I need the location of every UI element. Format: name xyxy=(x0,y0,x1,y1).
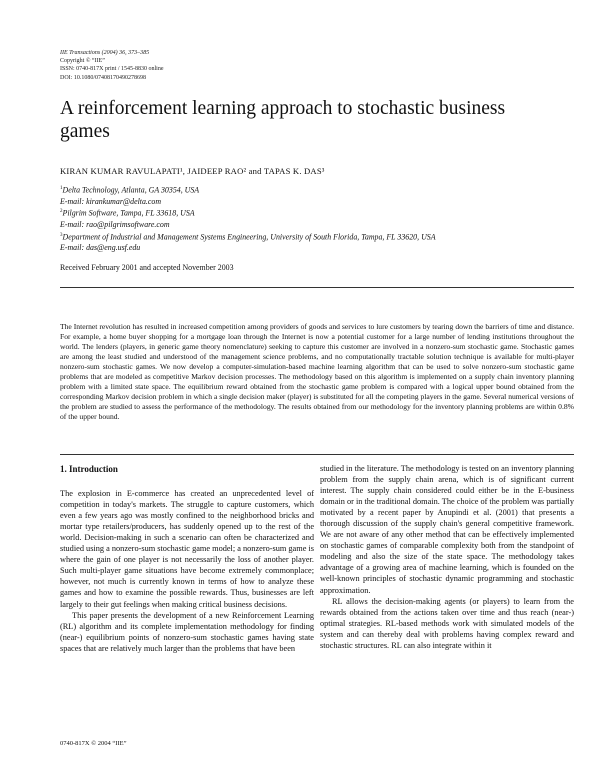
divider-bottom xyxy=(60,454,574,455)
abstract: The Internet revolution has resulted in increased competition among providers of goods and services to lure customers by tearing down the barriers of time and distance. For example, a home buyer shopping for a mortgage loan through the Internet is now a potential customer for a large number of lending institutions throughout the world. The lenders (players, in generic game theory nomenclature) seeking to capture this customer are involved in a nonzero-sum stochastic game. Stochastic games are among the least studied and understood of the management science problems, and no computationally tractable solution technique is available for multi-player nonzero-sum stochastic games. We now develop a computer-simulation-based machine learning algorithm that can be used to solve nonzero-sum stochastic game problems that are modeled as competitive Markov decision processes. The methodology based on this algorithm is implemented on a supply chain inventory planning problem with a limited state space. The equilibrium reward obtained from the stochastic game problem is compared with a logical upper bound obtained from the corresponding Markov decision problem in which a single decision maker (player) is substituted for all the competing players in the game. Several numerical versions of the problem are studied to assess the performance of the methodology. The results obtained from our methodology for the inventory planning problems are within 0.8% of the upper bound. xyxy=(60,322,574,422)
received-date: Received February 2001 and accepted November 2003 xyxy=(60,263,234,272)
paper-title: A reinforcement learning approach to stochastic business games xyxy=(60,98,506,142)
paragraph: studied in the literature. The methodology is tested on an inventory planning problem from the supply chain arena, which is of significant current interest. The supply chain considered could either be in the E-business domain or in the traditional domain. The choice of the problem was partially motivated by a recent paper by Anupindi et al. (2001) that presents a thorough discussion of the supply chain's general competitive framework. We are not aware of any other method that can be effectively implemented on stochastic games of comparable complexity both from the standpoint of modeling and also the size of the state space. The methodology takes advantage of a growing area of machine learning, which is founded on the well-known principles of stochastic dynamic programming and stochastic approximation. xyxy=(320,464,574,595)
email-3[interactable]: E-mail: das@eng.usf.edu xyxy=(60,243,141,253)
affiliation-3: $^3$Department of Industrial and Management Systems Engineering, University of South Florida, Tampa, FL 33620, USA xyxy=(60,232,436,242)
journal-doi: DOI: 10.1080/07408170490278698 xyxy=(60,74,146,81)
journal-citation: IIE Transactions (2004) 36, 373–385 xyxy=(60,50,150,56)
left-column xyxy=(60,464,314,654)
paragraph: RL allows the decision-making agents (or players) to learn from the rewards obtained from the actions taken over time and thus reach (near-) optimal strategies. RL-based methods work with simulated models of the system and can thereby deal with problems having complex reward and stochastic structures. RL can also integrate within it xyxy=(320,596,574,650)
affiliation-2: $^2$Pilgrim Software, Tampa, FL 33618, USA xyxy=(60,209,195,219)
journal-copyright: Copyright © “IIE” xyxy=(60,58,105,65)
page-footer: 0740-817X © 2004 “IIE” xyxy=(60,740,127,747)
journal-issn: ISSN: 0740-817X print / 1545-8830 online xyxy=(60,66,164,73)
divider-top xyxy=(60,287,574,288)
section-heading: 1. Introduction xyxy=(60,464,118,474)
author-list: KIRAN KUMAR RAVULAPATI¹, JAIDEEP RAO² and TAPAS K. DAS³ xyxy=(60,166,325,176)
paragraph: This paper presents the development of a new Reinforcement Learning (RL) algorithm and its complete implementation methodology for finding (near-) equilibrium points of nonzero-sum stochastic games having state spaces that are relatively much larger than the problems that have been xyxy=(60,610,314,653)
affiliations xyxy=(60,184,436,254)
right-column xyxy=(320,463,574,651)
email-1[interactable]: E-mail: kirankumar@delta.com xyxy=(60,196,162,206)
email-2[interactable]: E-mail: rao@pilgrimsoftware.com xyxy=(60,219,170,229)
affiliation-1: $^1$Delta Technology, Atlanta, GA 30354, USA xyxy=(60,185,200,195)
paragraph: The explosion in E-commerce has created an unprecedented level of competition in today's markets. The struggle to capture customers, which even a few years ago was mostly confined to the neighborhood bricks and mortar type retailers/producers, has suddenly opened up to the rest of the world. Decision-making in such a scenario can often be characterized and studied using a nonzero-sum stochastic game model; a nonzero-sum game is where the gain of one player is not necessarily the loss of another player. Such multi-player game situations have become extremely commonplace; however, not much is currently known in terms of how to analyze these games and how to examine the possible rewards. Thus, businesses are left largely to their gut feelings when making critical business decisions. xyxy=(60,489,314,609)
journal-meta xyxy=(60,49,164,82)
